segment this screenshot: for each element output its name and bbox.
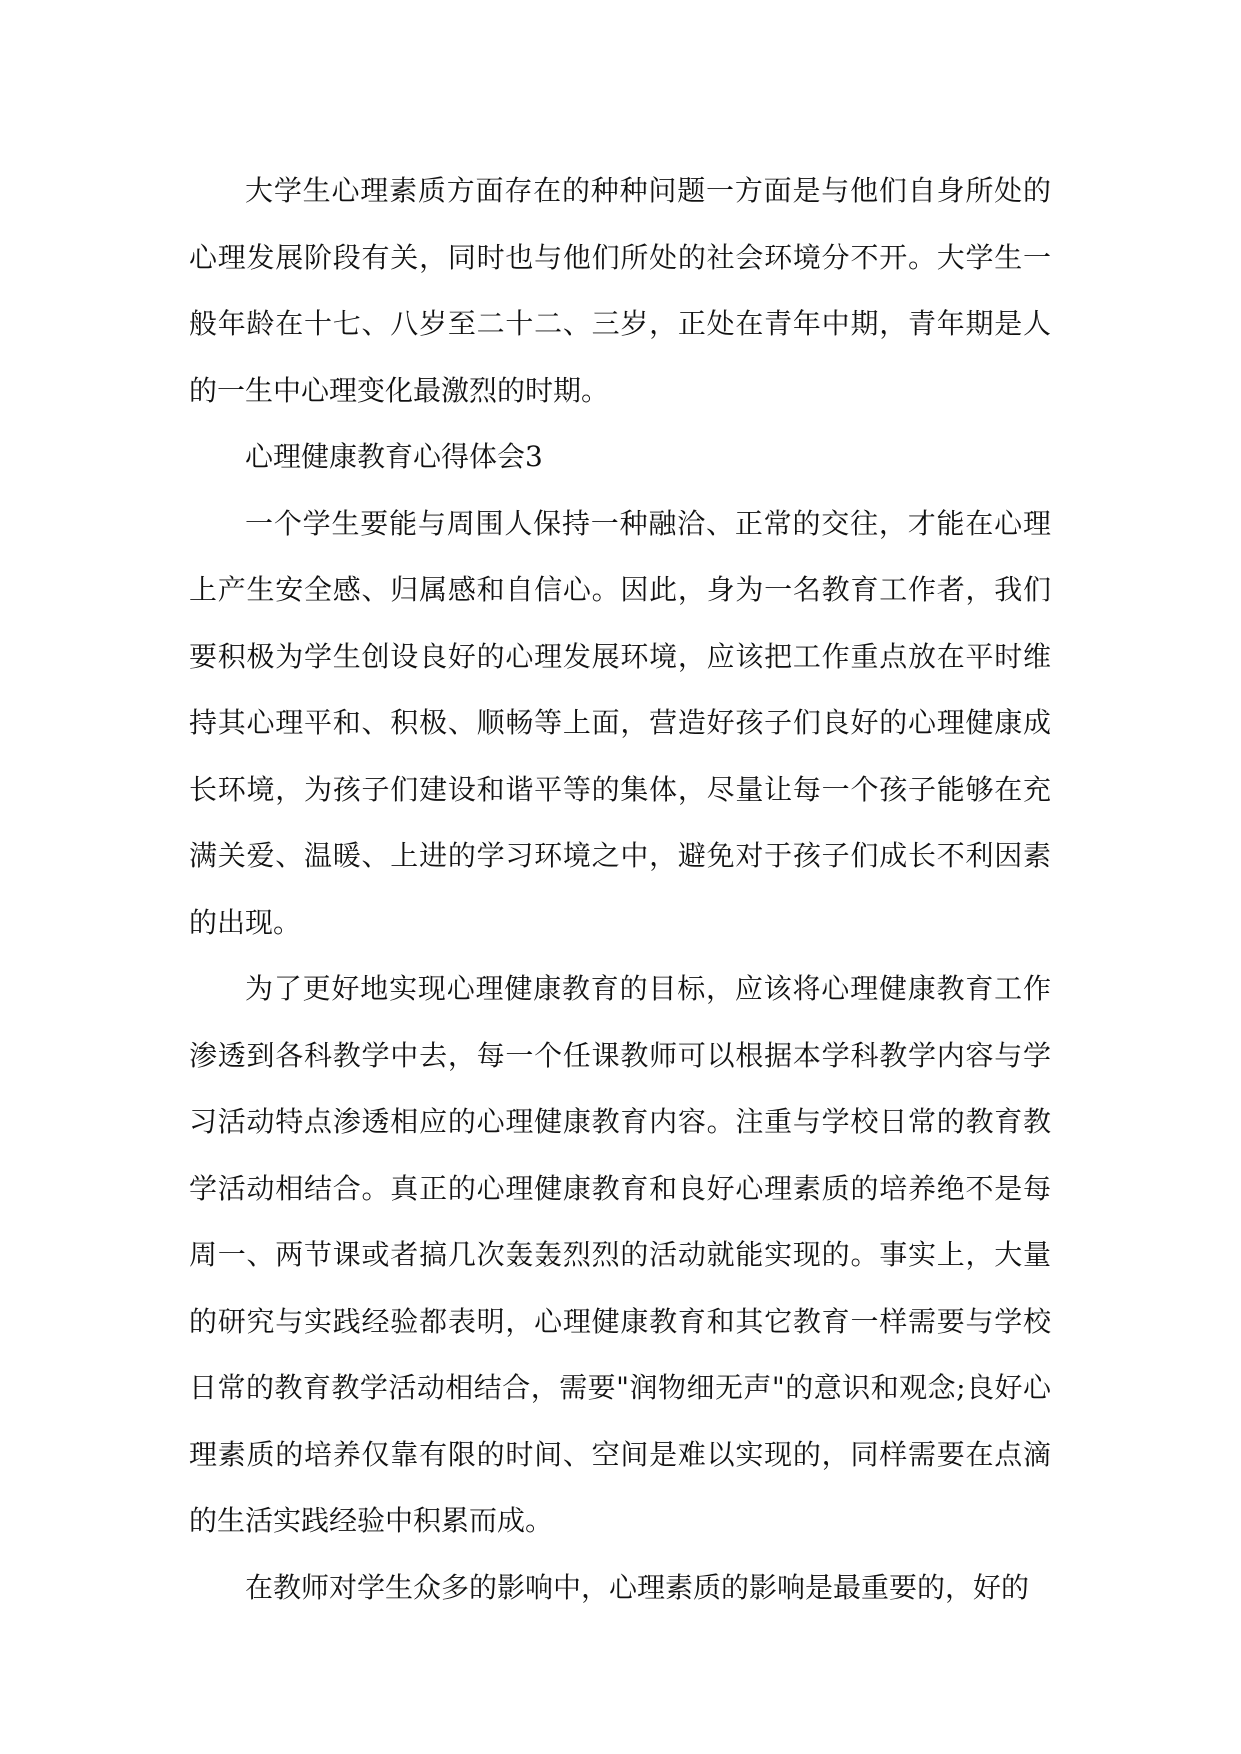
paragraph-1: 大学生心理素质方面存在的种种问题一方面是与他们自身所处的心理发展阶段有关，同时也与他们所处的社会环境分不开。大学生一般年龄在十七、八岁至二十二、三岁，正处在青年中期，青年期是人的一生中心理变化最激烈的时期。: [189, 174, 1051, 407]
document-body: [189, 158, 1051, 1621]
section-heading: 心理健康教育心得体会3: [245, 440, 543, 473]
paragraph-3: 为了更好地实现心理健康教育的目标，应该将心理健康教育工作渗透到各科教学中去，每一个任课教师可以根据本学科教学内容与学习活动特点渗透相应的心理健康教育内容。注重与学校日常的教育教学活动相结合。真正的心理健康教育和良好心理素质的培养绝不是每周一、两节课或者搞几次轰轰烈烈的活动就能实现的。事实上，大量的研究与实践经验都表明，心理健康教育和其它教育一样需要与学校日常的教育教学活动相结合，需要"润物细无声"的意识和观念;良好心理素质的培养仅靠有限的时间、空间是难以实现的，同样需要在点滴的生活实践经验中积累而成。: [189, 972, 1051, 1537]
paragraph-2: 一个学生要能与周围人保持一种融洽、正常的交往，才能在心理上产生安全感、归属感和自信心。因此，身为一名教育工作者，我们要积极为学生创设良好的心理发展环境，应该把工作重点放在平时维持其心理平和、积极、顺畅等上面，营造好孩子们良好的心理健康成长环境，为孩子们建设和谐平等的集体，尽量让每一个孩子能够在充满关爱、温暖、上进的学习环境之中，避免对于孩子们成长不利因素的出现。: [189, 506, 1051, 939]
paragraph-4: 在教师对学生众多的影响中，心理素质的影响是最重要的，好的: [245, 1570, 1030, 1604]
